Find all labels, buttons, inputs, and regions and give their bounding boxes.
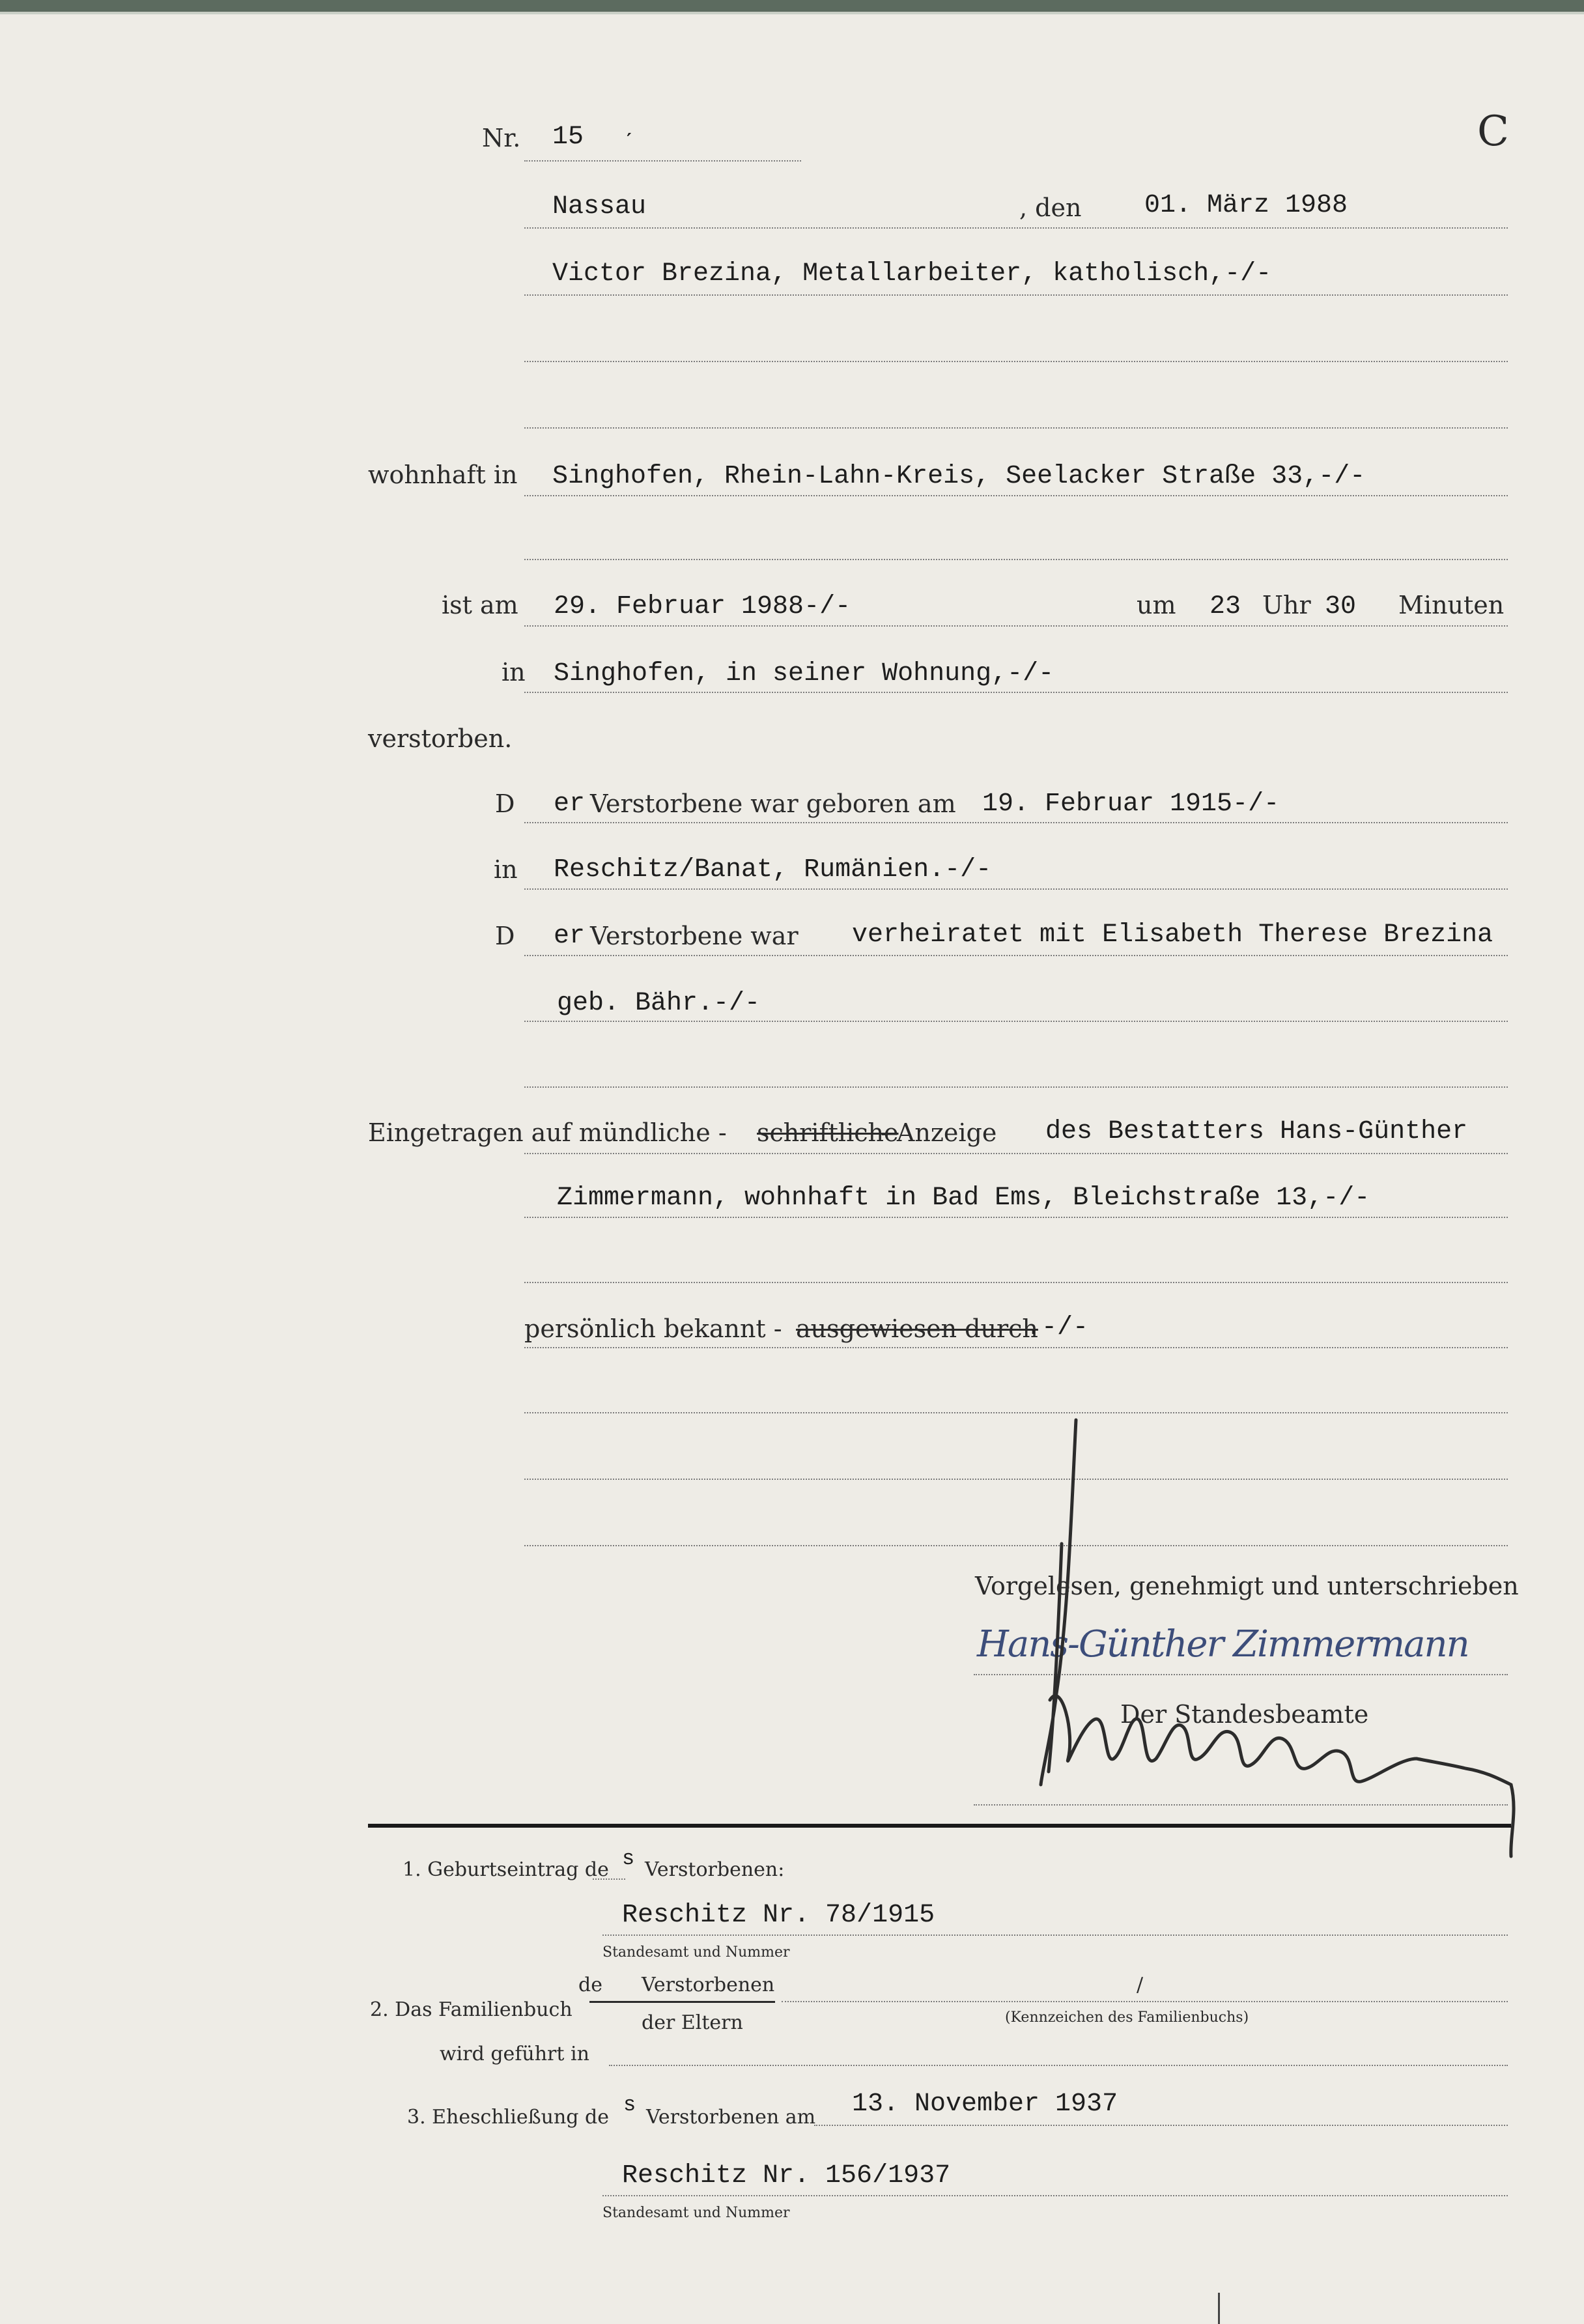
place-value: Nassau	[552, 192, 647, 221]
footer-item2-opt1: Verstorbenen	[642, 1974, 775, 1996]
death-date-value: 29. Februar 1988-/-	[554, 592, 851, 621]
registrar-label: Der Standesbeamte	[1120, 1700, 1369, 1729]
footer-item2-opt2: der Eltern	[642, 2011, 743, 2034]
footer-item1-de-rule	[593, 1878, 625, 1880]
known-struck: ausgewiesen durch	[796, 1314, 1038, 1343]
den-label: , den	[1019, 193, 1082, 222]
marriage-status-value: verheiratet mit Elisabeth Therese Brezina	[852, 920, 1493, 950]
minuten-label: Minuten	[1398, 591, 1505, 619]
footer-item1-s: s	[622, 1847, 635, 1871]
footer-item1-rule	[602, 1934, 1508, 1936]
footer-item2-label: 2. Das Familienbuch	[370, 1998, 573, 2021]
informant-line2: Zimmermann, wohnhaft in Bad Ems, Bleichstraße 13,-/-	[557, 1183, 1370, 1213]
residence-value: Singhofen, Rhein-Lahn-Kreis, Seelacker Straße 33,-/-	[552, 462, 1366, 491]
corner-letter: C	[1477, 107, 1509, 156]
informant-signature: Hans-Günther Zimmermann	[977, 1623, 1469, 1665]
verstorben-label: verstorben.	[368, 724, 513, 753]
date-value: 01. März 1988	[1144, 191, 1348, 220]
footer-item3-caption: Standesamt und Nummer	[602, 2205, 790, 2221]
footer-item3-label: 3. Eheschließung de	[407, 2106, 609, 2129]
registration-label-start: Eingetragen auf mündliche -	[368, 1118, 727, 1147]
footer-item2-caption: (Kennzeichen des Familienbuchs)	[1005, 2009, 1249, 2026]
death-in-label: in	[502, 658, 526, 687]
uhr-label: Uhr	[1262, 591, 1311, 619]
footer-item2-fraction-bar	[589, 2001, 775, 2003]
registration-label-end: - Anzeige	[881, 1118, 997, 1147]
footer-item3-rule	[602, 2195, 1508, 2196]
footer-item2-label2: wird geführt in	[440, 2043, 589, 2065]
footer-separator	[368, 1824, 1511, 1828]
birth-d-label: D	[495, 789, 515, 818]
birth-date-value: 19. Februar 1915-/-	[982, 789, 1280, 819]
footer-item2-de: de	[578, 1974, 602, 1996]
marriage-d-label: D	[495, 922, 515, 950]
footer-item1-caption: Standesamt und Nummer	[602, 1944, 790, 1961]
death-place-value: Singhofen, in seiner Wohnung,-/-	[554, 659, 1054, 688]
footer-item2-rule2	[609, 2065, 1508, 2066]
known-label: persönlich bekannt -	[524, 1314, 782, 1343]
birth-er-prefix: er	[554, 789, 586, 819]
footer-item1-end: Verstorbenen:	[645, 1858, 785, 1881]
read-approved-label: Vorgelesen, genehmigt und unterschrieben	[975, 1572, 1519, 1600]
death-date-label: ist am	[442, 591, 518, 619]
birth-place-value: Reschitz/Banat, Rumänien.-/-	[554, 855, 992, 885]
bottom-edge-mark	[1218, 2293, 1220, 2324]
footer-item2-slash: /	[1137, 1974, 1144, 1996]
footer-item3-date: 13. November 1937	[852, 2090, 1118, 2119]
registration-struck-word: schriftliche	[757, 1118, 899, 1147]
footer-item1-label: 1. Geburtseintrag de	[403, 1858, 609, 1881]
footer-item3-value: Reschitz Nr. 156/1937	[622, 2161, 951, 2190]
footer-item3-s: s	[623, 2093, 636, 2117]
nr-tick-mark: ˏ	[622, 112, 636, 139]
nr-label: Nr.	[482, 124, 521, 152]
footer-item3-mid: Verstorbenen am	[646, 2106, 816, 2129]
marriage-war-label: Verstorbene war	[590, 922, 799, 950]
nr-value: 15	[552, 122, 584, 152]
residence-label: wohnhaft in	[368, 461, 518, 489]
footer-item3-date-rule	[814, 2125, 1508, 2126]
person-line1: Victor Brezina, Metallarbeiter, katholisch,-/-	[552, 259, 1272, 289]
footer-item1-value: Reschitz Nr. 78/1915	[622, 1901, 935, 1930]
marriage-status-cont: geb. Bähr.-/-	[557, 989, 761, 1018]
footer-item2-rule	[782, 2001, 1508, 2002]
um-label: um	[1137, 591, 1176, 619]
birth-in-label: in	[494, 855, 518, 884]
marriage-er-prefix: er	[554, 922, 586, 951]
birth-geboren-label: Verstorbene war geboren am	[590, 789, 956, 818]
known-end: .-/-	[1026, 1313, 1089, 1342]
informant-line1: des Bestatters Hans-Günther	[1045, 1117, 1468, 1146]
death-minutes: 30	[1325, 592, 1357, 621]
death-hour: 23	[1209, 592, 1241, 621]
